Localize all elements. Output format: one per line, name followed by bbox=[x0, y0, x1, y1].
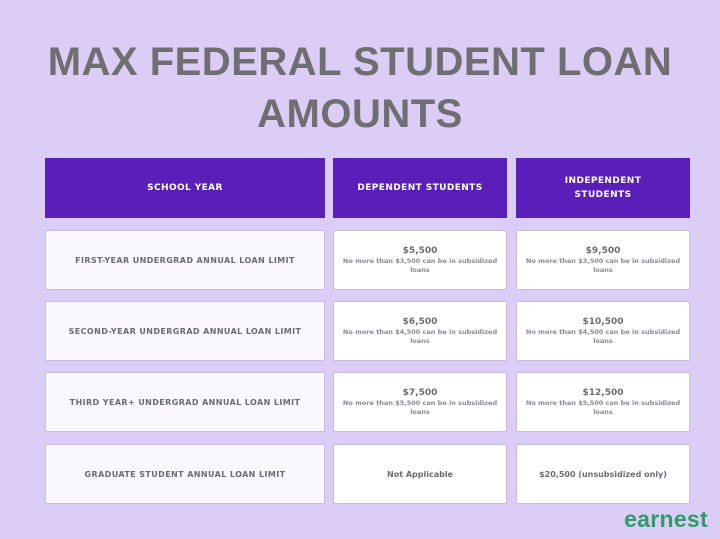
cell-note: No more than $5,500 can be in subsidized bbox=[342, 399, 498, 407]
cell-text: Not Applicable bbox=[387, 469, 453, 479]
cell-note: loans bbox=[593, 337, 613, 345]
title-line-2: AMOUNTS bbox=[257, 92, 463, 136]
table-cell-dependent bbox=[333, 372, 507, 432]
table-row-label bbox=[45, 301, 325, 361]
table-cell-dependent bbox=[333, 301, 507, 361]
cell-note: No more than $5,500 can be in subsidized bbox=[525, 399, 681, 407]
row-label-text: THIRD YEAR+ UNDERGRAD ANNUAL LOAN LIMIT bbox=[69, 397, 301, 407]
table-cell-independent bbox=[516, 301, 690, 361]
table-cell-independent bbox=[516, 372, 690, 432]
table-row-label bbox=[45, 372, 325, 432]
header-school-year bbox=[45, 158, 325, 218]
cell-text: $20,500 (unsubsidized only) bbox=[539, 469, 667, 479]
cell-note: No more than $4,500 can be in subsidized bbox=[525, 328, 681, 336]
header-independent-label-1: INDEPENDENT bbox=[564, 176, 642, 186]
earnest-logo: earnest bbox=[624, 506, 708, 532]
row-label-text: GRADUATE STUDENT ANNUAL LOAN LIMIT bbox=[84, 469, 286, 479]
table-cell-independent bbox=[516, 444, 690, 504]
cell-note: loans bbox=[593, 266, 613, 274]
row-label-text: SECOND-YEAR UNDERGRAD ANNUAL LOAN LIMIT bbox=[68, 326, 302, 336]
table-cell-independent bbox=[516, 230, 690, 290]
header-independent-students bbox=[516, 158, 690, 218]
title-line-1: MAX FEDERAL STUDENT LOAN bbox=[47, 40, 673, 84]
cell-note: No more than $3,500 can be in subsidized bbox=[525, 257, 681, 265]
cell-amount: $7,500 bbox=[402, 388, 438, 398]
header-school-year-label: SCHOOL YEAR bbox=[147, 183, 223, 193]
cell-note: No more than $3,500 can be in subsidized bbox=[342, 257, 498, 265]
table-cell-dependent bbox=[333, 230, 507, 290]
cell-amount: $6,500 bbox=[402, 317, 438, 327]
cell-note: loans bbox=[410, 337, 430, 345]
header-independent-label-2: STUDENTS bbox=[574, 190, 632, 200]
cell-note: loans bbox=[593, 408, 613, 416]
cell-amount: $10,500 bbox=[582, 317, 624, 327]
cell-note: loans bbox=[410, 408, 430, 416]
page-title bbox=[0, 36, 720, 140]
table-row-label bbox=[45, 230, 325, 290]
cell-amount: $5,500 bbox=[402, 246, 438, 256]
table-row-label bbox=[45, 444, 325, 504]
cell-amount: $9,500 bbox=[585, 246, 621, 256]
cell-amount: $12,500 bbox=[582, 388, 624, 398]
cell-note: No more than $4,500 can be in subsidized bbox=[342, 328, 498, 336]
header-dependent-students bbox=[333, 158, 507, 218]
cell-note: loans bbox=[410, 266, 430, 274]
header-dependent-label: DEPENDENT STUDENTS bbox=[357, 183, 483, 193]
row-label-text: FIRST-YEAR UNDERGRAD ANNUAL LOAN LIMIT bbox=[75, 255, 295, 265]
table-cell-dependent bbox=[333, 444, 507, 504]
